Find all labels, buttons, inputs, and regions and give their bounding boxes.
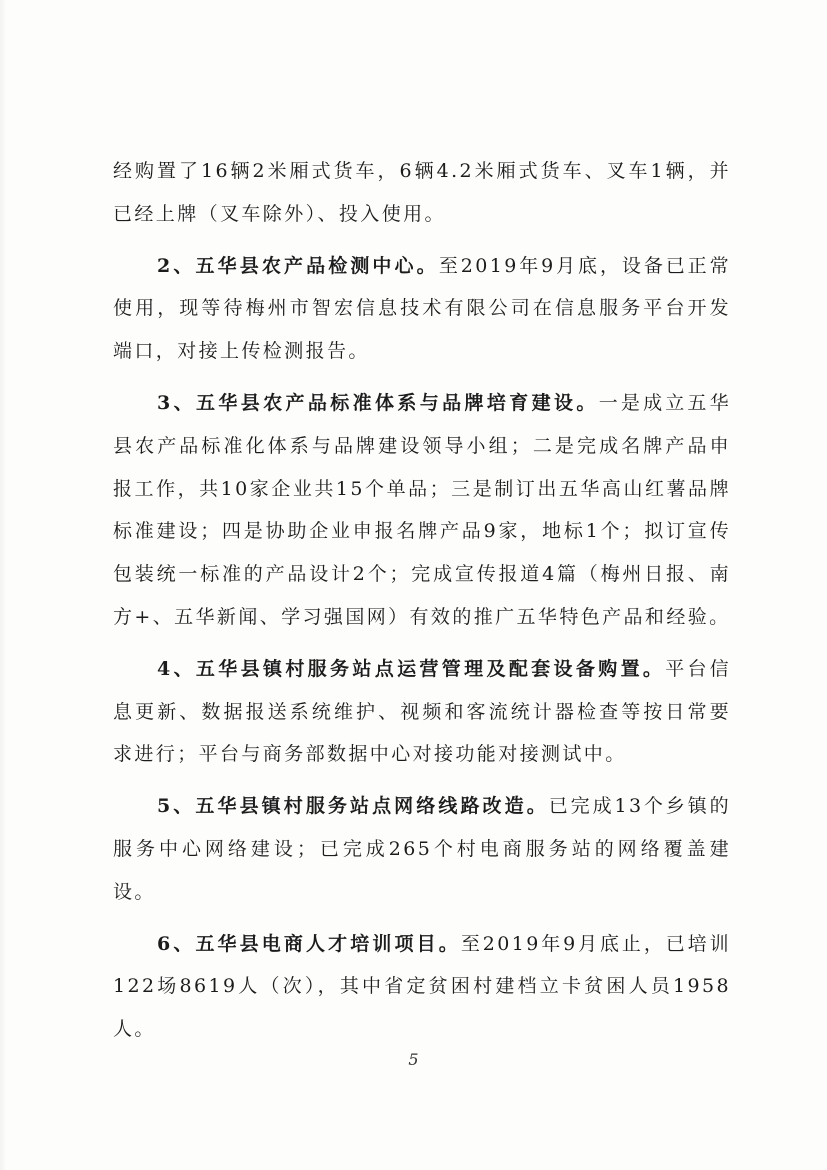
paragraph-text: 平台信息更新、数据报送系统维护、视频和客流统计器检查等按日常要求进行；平台与商务部数据中心对接功能对接测试中。 [113,657,731,766]
paragraph-heading: 4、五华县镇村服务站点运营管理及配套设备购置。 [157,657,666,680]
page-number: 5 [408,1050,419,1069]
paragraph-text: 已完成13个乡镇的服务中心网络建设；已完成265个村电商服务站的网络覆盖建设。 [113,795,731,903]
paragraph-text: 至2019年9月底止，已培训122场8619人（次），其中省定贫困村建档立卡贫困人员1958人。 [113,932,731,1041]
paragraph-heading: 6、五华县电商人才培训项目。 [157,932,461,955]
paragraph-testing-center [113,245,731,373]
paragraph-heading: 3、五华县农产品标准体系与品牌培育建设。 [157,391,599,414]
paragraph-text: 一是成立五华县农产品标准化体系与品牌建设领导小组；二是完成名牌产品申报工作，共10家企业共15个单品；三是制订出五华高山红薯品牌标准建设；四是协助企业申报名牌产品9家，地标1个；拟订宣传包装统一标准的产品设计2个；完成宣传报道4篇（梅州日报、南方+、五华新闻、学习强国网）有效的推广五华特色产品和经验。 [113,391,731,628]
paragraph-standards-branding [113,382,731,639]
document-body [113,150,731,1060]
paragraph-continuation [113,150,731,236]
paragraph-talent-training [113,923,731,1051]
paragraph-heading: 5、五华县镇村服务站点网络线路改造。 [157,795,549,818]
paragraph-network-upgrade [113,785,731,913]
paragraph-heading: 2、五华县农产品检测中心。 [157,254,439,277]
paragraph-text: 至2019年9月底，设备已正常使用，现等待梅州市智宏信息技术有限公司在信息服务平台开发端口，对接上传检测报告。 [113,254,731,363]
paragraph-text: 经购置了16辆2米厢式货车，6辆4.2米厢式货车、叉车1辆，并已经上牌（叉车除外）、投入使用。 [113,160,731,225]
scan-edge [0,0,6,1170]
paragraph-service-stations [113,648,731,776]
